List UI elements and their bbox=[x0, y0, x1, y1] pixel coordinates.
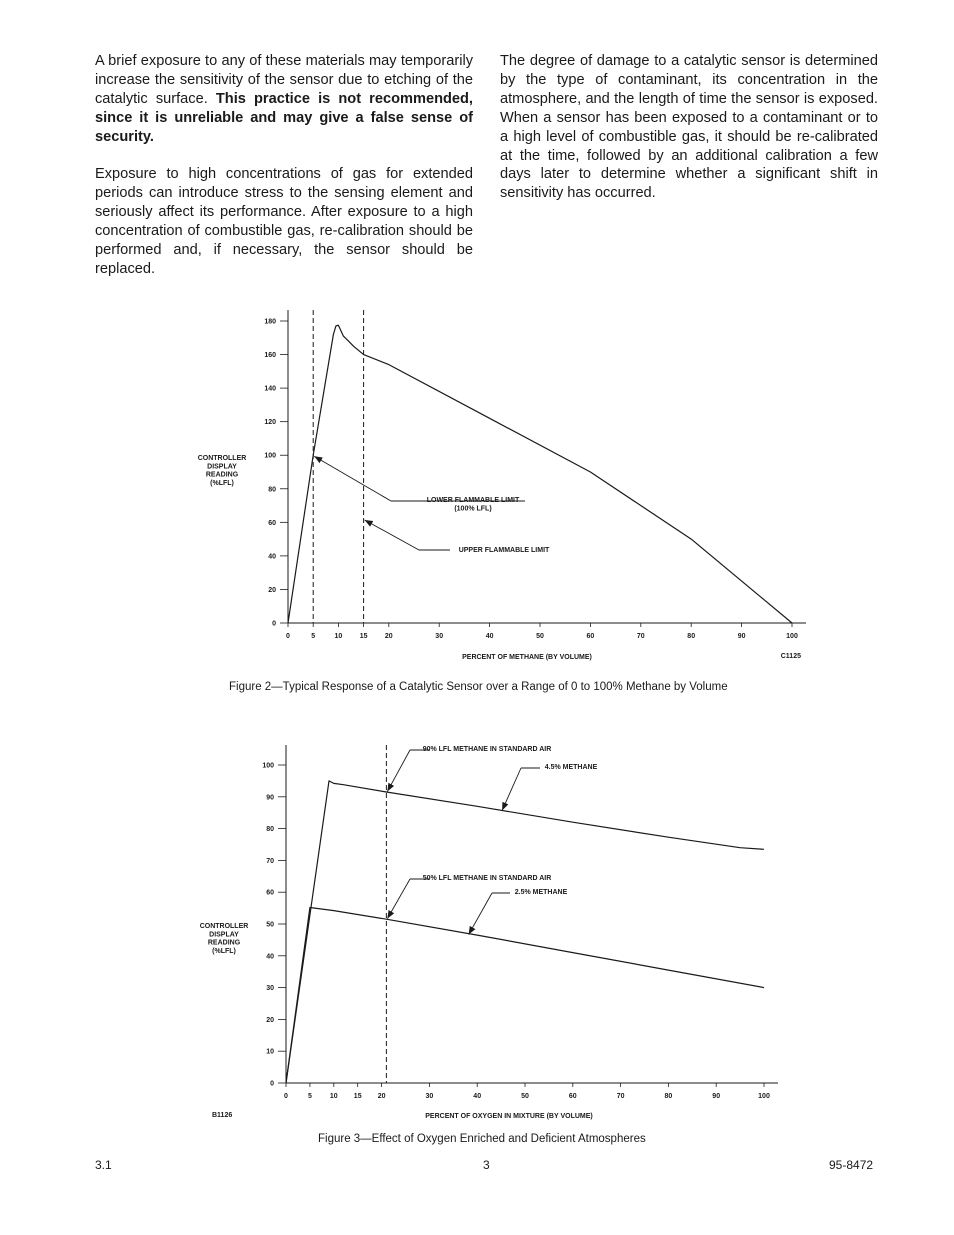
y-tick-label: 120 bbox=[264, 419, 276, 427]
y-tick-label: 80 bbox=[268, 486, 276, 494]
y-axis-label-line: (%LFL) bbox=[210, 479, 234, 487]
y-tick-label: 90 bbox=[266, 794, 274, 802]
x-tick-label: 0 bbox=[284, 1093, 288, 1100]
y-axis-label-line: DISPLAY bbox=[209, 931, 239, 939]
y-tick-label: 10 bbox=[266, 1048, 274, 1056]
x-tick-label: 70 bbox=[616, 1093, 625, 1100]
y-tick-label: 20 bbox=[266, 1016, 274, 1024]
left-paragraph-1-regular: A brief exposure to any of these materials may temporarily increase the sensitivity of the sensor due to etching of the catalytic surface. bbox=[95, 53, 473, 107]
y-tick-label: 70 bbox=[266, 857, 274, 865]
y-tick-label: 30 bbox=[266, 985, 274, 993]
y-axis-label-line: (%LFL) bbox=[212, 947, 236, 955]
x-tick-label: 15 bbox=[353, 1093, 362, 1100]
x-tick-label: 30 bbox=[425, 1093, 434, 1100]
y-tick-label: 60 bbox=[266, 889, 274, 897]
y-tick-label: 100 bbox=[262, 762, 274, 770]
x-tick-label: 5 bbox=[311, 633, 316, 640]
annotation-arrow bbox=[387, 879, 410, 919]
x-tick-label: 100 bbox=[758, 1093, 770, 1100]
annotation-label: 4.5% METHANE bbox=[544, 764, 598, 771]
annotation-label: 90% LFL METHANE IN STANDARD AIR bbox=[422, 746, 552, 753]
series-line-2 bbox=[286, 908, 764, 1084]
left-paragraph-2: Exposure to high concentrations of gas for extended periods can introduce stress to the sensing element and seriously affect its performance. After exposure to a high concentration of combustible gas, re-calibration should be performed and, if necessary, the sensor should be replaced. bbox=[95, 166, 473, 277]
x-tick-label: 70 bbox=[636, 633, 645, 640]
right-paragraph-1: The degree of damage to a catalytic sensor is determined by the type of contaminant, its concentration in the atmosphere, and the length of time the sensor is exposed. When a sensor has been exposed to a contaminant or to a high level of combustible gas, it should be re-calibrated at the time, followed by an additional calibration a few days later to determine whether a significant shift in sensitivity has occurred. bbox=[500, 53, 878, 202]
x-tick-label: 5 bbox=[307, 1093, 312, 1100]
x-tick-label: 90 bbox=[737, 633, 746, 640]
y-tick-label: 50 bbox=[266, 921, 274, 929]
series-line-1 bbox=[286, 781, 764, 1083]
footer-section-number: 3.1 bbox=[95, 1158, 112, 1172]
annotation-arrow bbox=[387, 750, 410, 791]
x-axis-label: PERCENT OF METHANE (BY VOLUME) bbox=[462, 654, 592, 661]
x-tick-label: 60 bbox=[586, 633, 595, 640]
y-tick-label: 0 bbox=[270, 1080, 274, 1088]
y-tick-label: 100 bbox=[264, 452, 276, 460]
x-tick-label: 20 bbox=[377, 1093, 386, 1100]
y-tick-label: 180 bbox=[264, 318, 276, 326]
y-tick-label: 20 bbox=[268, 586, 276, 594]
x-tick-label: 30 bbox=[435, 633, 444, 640]
figure-code: C1125 bbox=[780, 653, 801, 660]
x-tick-label: 20 bbox=[384, 633, 393, 640]
y-axis-label-line: DISPLAY bbox=[207, 463, 237, 471]
y-axis-label-line: READING bbox=[205, 471, 239, 479]
y-tick-label: 80 bbox=[266, 826, 274, 834]
left-paragraph-1-bold: This practice is not recommended, since it is unreliable and may give a false sense of security. bbox=[95, 90, 473, 145]
x-tick-label: 90 bbox=[712, 1093, 721, 1100]
x-tick-label: 15 bbox=[359, 633, 368, 640]
y-tick-label: 160 bbox=[264, 352, 276, 360]
footer-document-number: 95-8472 bbox=[829, 1158, 874, 1172]
x-tick-label: 100 bbox=[786, 633, 798, 640]
x-tick-label: 40 bbox=[485, 633, 494, 640]
y-axis-label-line: CONTROLLER bbox=[199, 923, 249, 930]
annotation-label: UPPER FLAMMABLE LIMIT bbox=[458, 547, 550, 554]
x-tick-label: 10 bbox=[329, 1093, 338, 1100]
x-tick-label: 60 bbox=[568, 1093, 577, 1100]
x-tick-label: 50 bbox=[536, 633, 544, 640]
annotation-label: LOWER FLAMMABLE LIMIT bbox=[426, 497, 520, 504]
y-tick-label: 40 bbox=[268, 553, 276, 561]
annotation-arrow bbox=[469, 893, 492, 935]
x-tick-label: 0 bbox=[286, 633, 290, 640]
y-tick-label: 0 bbox=[272, 620, 276, 628]
annotation-label: 50% LFL METHANE IN STANDARD AIR bbox=[422, 875, 552, 882]
y-axis-label-line: CONTROLLER bbox=[197, 455, 247, 462]
x-tick-label: 80 bbox=[664, 1093, 673, 1100]
x-tick-label: 40 bbox=[473, 1093, 482, 1100]
annotation-arrow bbox=[502, 768, 521, 811]
x-tick-label: 80 bbox=[687, 633, 696, 640]
y-tick-label: 40 bbox=[266, 953, 274, 961]
annotation-label: 2.5% METHANE bbox=[514, 889, 568, 896]
annotation-label: (100% LFL) bbox=[454, 505, 492, 513]
y-tick-label: 140 bbox=[264, 385, 276, 393]
x-tick-label: 50 bbox=[521, 1093, 529, 1100]
figure-3-caption: Figure 3—Effect of Oxygen Enriched and Deficient Atmospheres bbox=[318, 1133, 646, 1145]
footer-page-number: 3 bbox=[483, 1158, 490, 1172]
figure-2-caption: Figure 2—Typical Response of a Catalytic Sensor over a Range of 0 to 100% Methane by Volume bbox=[229, 681, 728, 693]
y-tick-label: 60 bbox=[268, 519, 276, 527]
figure-code: B1126 bbox=[212, 1112, 233, 1119]
y-axis-label-line: READING bbox=[207, 939, 241, 947]
x-tick-label: 10 bbox=[334, 633, 343, 640]
x-axis-label: PERCENT OF OXYGEN IN MIXTURE (BY VOLUME) bbox=[425, 1113, 593, 1120]
